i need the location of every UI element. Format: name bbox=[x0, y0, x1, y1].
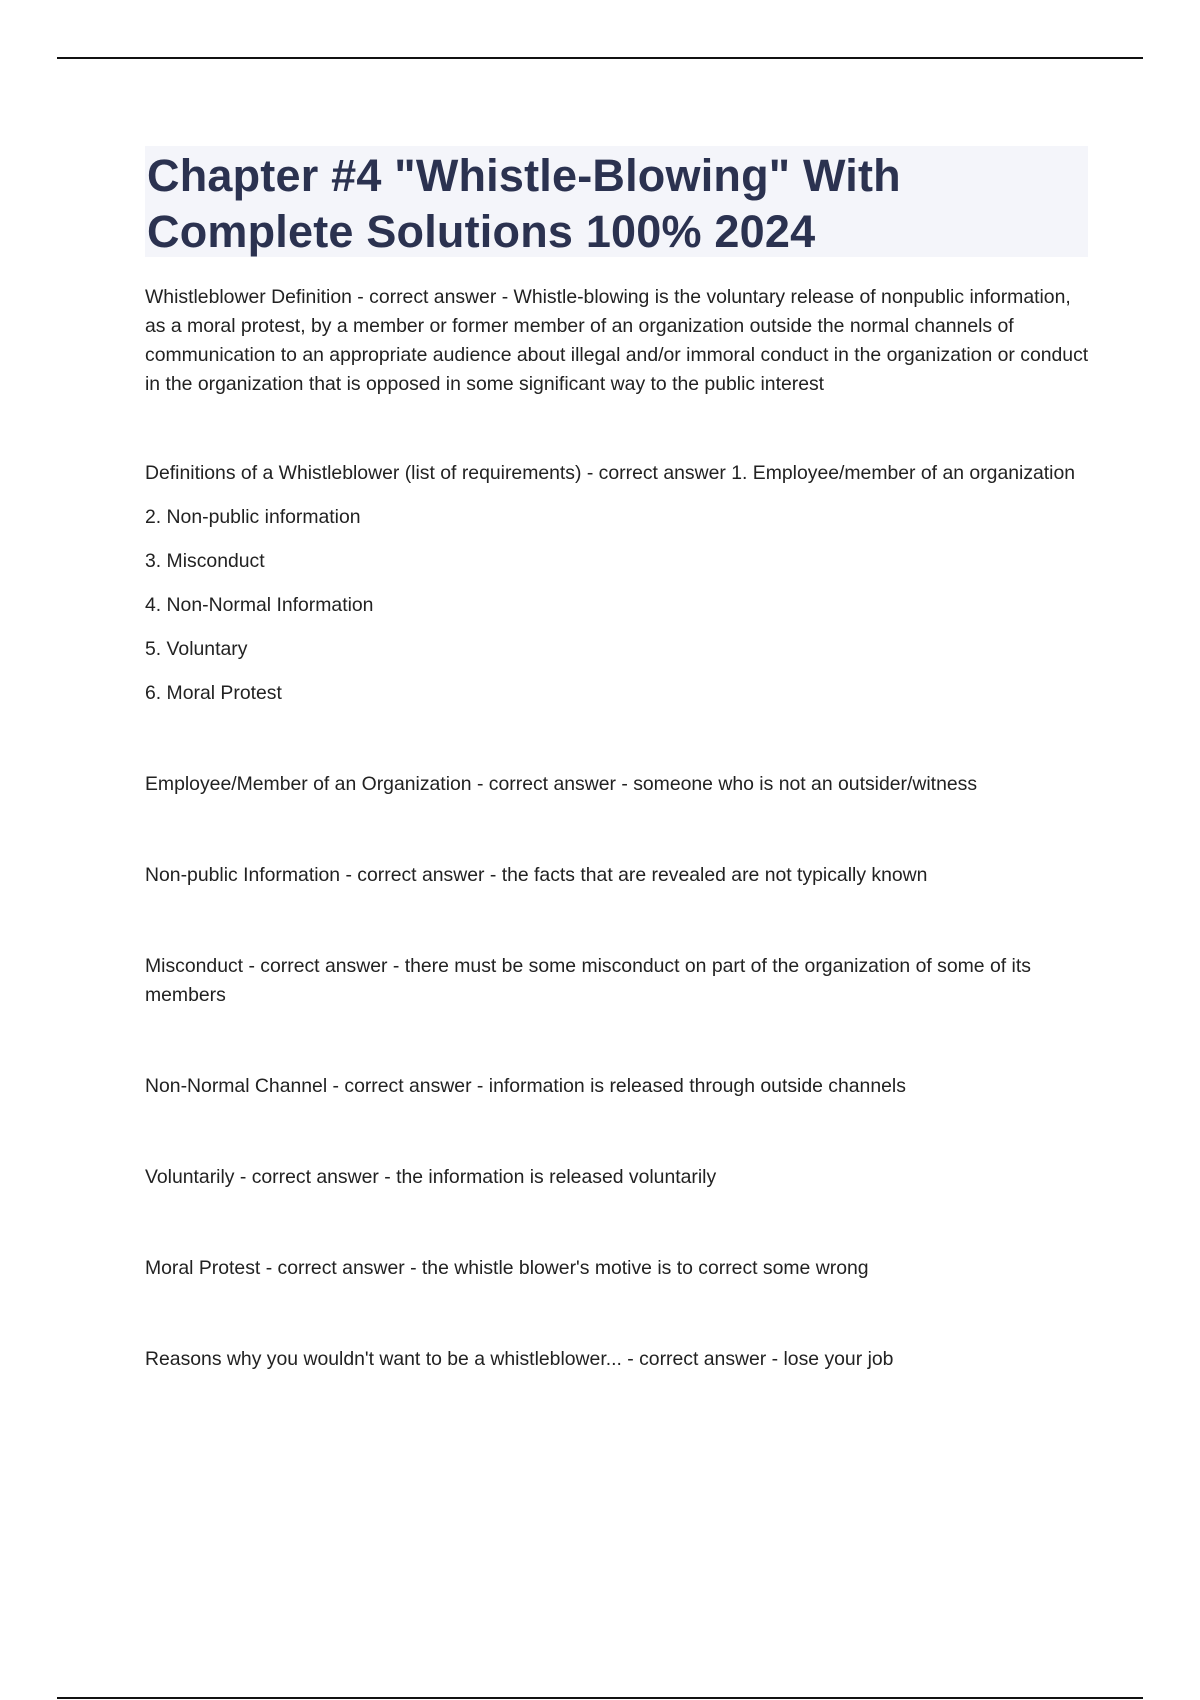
title-line-1: Chapter #4 "Whistle-Blowing" With bbox=[147, 150, 901, 201]
list-item: 3. Misconduct bbox=[145, 550, 265, 572]
qa-entry: Definitions of a Whistleblower (list of requirements) - correct answer 1. Employee/member of an organization bbox=[145, 462, 1076, 484]
title-banner bbox=[145, 146, 1088, 257]
qa-entry: Whistleblower Definition - correct answer - Whistle-blowing is the voluntary release of nonpublic information, as a moral protest, by a member or former member of an organization outside the normal channels of communication to an appropriate audience about illegal and/or immoral conduct in the organization or conduct in the organization that is opposed in some significant way to the public interest bbox=[145, 286, 1089, 395]
list-item: 2. Non-public information bbox=[145, 506, 361, 528]
page-title bbox=[147, 146, 1088, 260]
qa-entry: Voluntarily - correct answer - the information is released voluntarily bbox=[145, 1166, 717, 1188]
qa-entry: Misconduct - correct answer - there must be some misconduct on part of the organization of some of its members bbox=[145, 955, 1031, 1006]
document-body bbox=[145, 283, 1090, 1436]
top-divider bbox=[57, 57, 1143, 59]
qa-entry: Non-public Information - correct answer - the facts that are revealed are not typically known bbox=[145, 864, 928, 886]
list-item: 6. Moral Protest bbox=[145, 682, 282, 704]
title-line-2: Complete Solutions 100% 2024 bbox=[147, 206, 816, 257]
list-item: 4. Non-Normal Information bbox=[145, 594, 374, 616]
list-item: 5. Voluntary bbox=[145, 638, 248, 660]
qa-entry: Non-Normal Channel - correct answer - information is released through outside channels bbox=[145, 1075, 906, 1097]
qa-entry: Moral Protest - correct answer - the whistle blower's motive is to correct some wrong bbox=[145, 1257, 869, 1279]
qa-entry: Employee/Member of an Organization - correct answer - someone who is not an outsider/witness bbox=[145, 773, 978, 795]
qa-entry: Reasons why you wouldn't want to be a whistleblower... - correct answer - lose your job bbox=[145, 1348, 894, 1370]
bottom-divider bbox=[57, 1697, 1143, 1699]
